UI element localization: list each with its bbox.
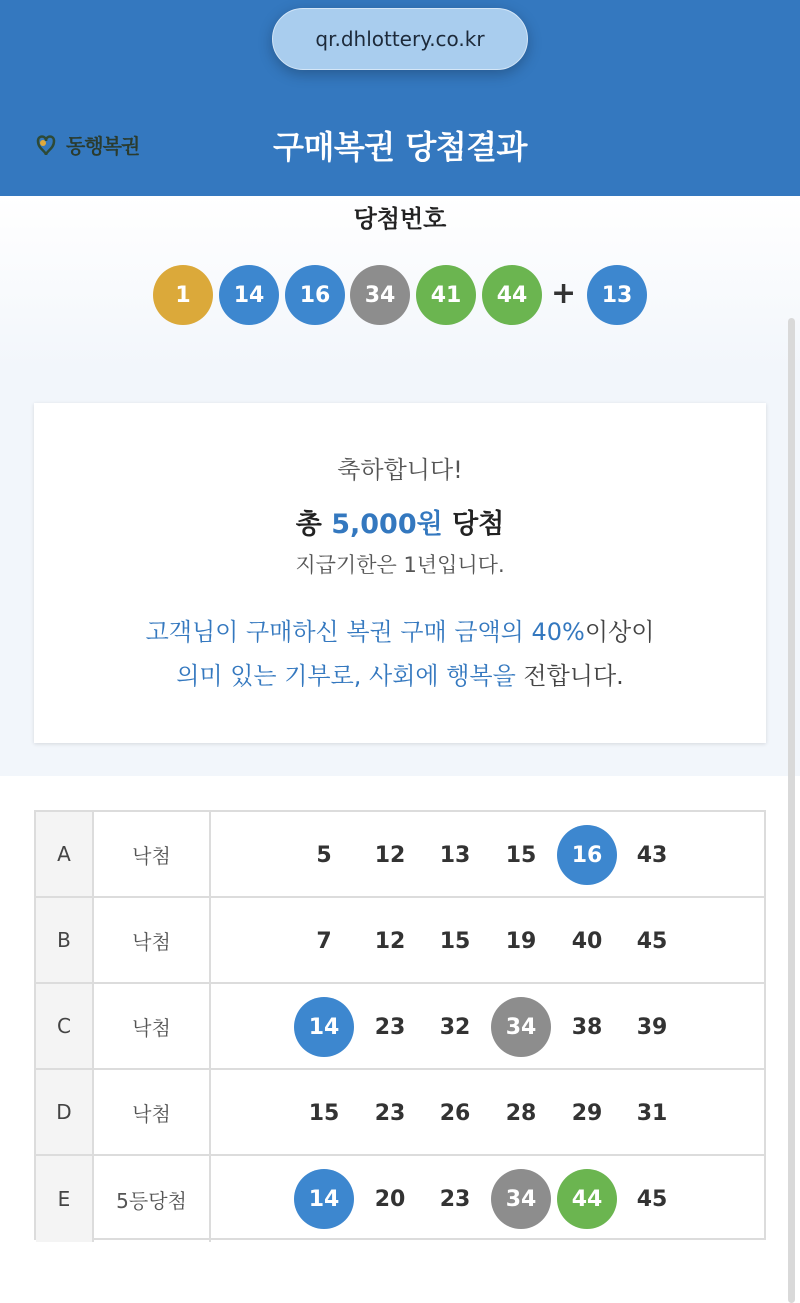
game-number: 7 xyxy=(316,928,332,954)
winning-numbers-label: 당첨번호 xyxy=(353,205,447,233)
game-number: 23 xyxy=(374,1100,406,1126)
game-row xyxy=(36,1070,764,1156)
payment-deadline: 지급기한은 1년입니다. xyxy=(295,553,505,577)
game-number-matched: 14 xyxy=(294,997,354,1057)
game-result: 5등당첨 xyxy=(94,1156,211,1242)
game-result: 낙첨 xyxy=(94,1070,211,1154)
game-number: 12 xyxy=(374,842,406,868)
game-row xyxy=(36,984,764,1070)
game-number: 45 xyxy=(636,928,668,954)
total-prefix: 총 xyxy=(295,509,332,540)
total-amount: 5,000원 xyxy=(331,509,443,540)
game-number-matched: 34 xyxy=(491,1169,551,1229)
scrollbar[interactable] xyxy=(788,318,795,1303)
game-number: 43 xyxy=(636,842,668,868)
game-number-matched: 44 xyxy=(557,1169,617,1229)
game-number: 13 xyxy=(439,842,471,868)
total-prize xyxy=(0,502,800,541)
game-number: 28 xyxy=(505,1100,537,1126)
game-id: B xyxy=(36,898,94,982)
game-id: E xyxy=(36,1156,94,1242)
donation-text: 고객님이 구매하신 복권 구매 금액의 40% xyxy=(145,618,585,646)
game-id: A xyxy=(36,812,94,896)
winning-ball: 41 xyxy=(416,265,476,325)
game-id: D xyxy=(36,1070,94,1154)
game-number: 15 xyxy=(308,1100,340,1126)
game-number: 29 xyxy=(571,1100,603,1126)
game-number: 45 xyxy=(636,1186,668,1212)
game-number-matched: 16 xyxy=(557,825,617,885)
congrats-text: 축하합니다! xyxy=(337,456,463,484)
games-table xyxy=(34,810,766,1240)
game-number-matched: 34 xyxy=(491,997,551,1057)
donation-text: 의미 있는 기부로, 사회에 행복을 xyxy=(176,662,516,690)
logo-text: 동행복권 xyxy=(66,134,140,158)
bonus-ball: 13 xyxy=(587,265,647,325)
winning-ball: 44 xyxy=(482,265,542,325)
game-row xyxy=(36,1156,764,1242)
game-number: 15 xyxy=(505,842,537,868)
game-id: C xyxy=(36,984,94,1068)
total-suffix: 당첨 xyxy=(442,509,505,540)
winning-ball: 34 xyxy=(350,265,410,325)
donation-message-line1 xyxy=(0,612,800,647)
donation-text: 전합니다. xyxy=(515,662,624,690)
donation-text: 이상이 xyxy=(584,618,655,646)
game-number-matched: 14 xyxy=(294,1169,354,1229)
page-title: 구매복권 당첨결과 xyxy=(273,128,527,166)
game-row xyxy=(36,812,764,898)
game-result: 낙첨 xyxy=(94,984,211,1068)
game-result: 낙첨 xyxy=(94,812,211,896)
game-number: 12 xyxy=(374,928,406,954)
game-number: 32 xyxy=(439,1014,471,1040)
donation-message-line2 xyxy=(0,656,800,691)
game-number: 19 xyxy=(505,928,537,954)
winning-ball: 16 xyxy=(285,265,345,325)
winning-ball: 14 xyxy=(219,265,279,325)
page-header xyxy=(0,0,800,196)
game-number: 40 xyxy=(571,928,603,954)
game-number: 20 xyxy=(374,1186,406,1212)
game-number: 31 xyxy=(636,1100,668,1126)
game-number: 23 xyxy=(374,1014,406,1040)
plus-sign: + xyxy=(551,276,577,311)
winning-ball: 1 xyxy=(153,265,213,325)
url-bar[interactable]: qr.dhlottery.co.kr xyxy=(272,8,528,70)
game-number: 5 xyxy=(316,842,332,868)
game-number: 38 xyxy=(571,1014,603,1040)
game-number: 15 xyxy=(439,928,471,954)
game-result: 낙첨 xyxy=(94,898,211,982)
game-row xyxy=(36,898,764,984)
game-number: 26 xyxy=(439,1100,471,1126)
game-number: 23 xyxy=(439,1186,471,1212)
game-number: 39 xyxy=(636,1014,668,1040)
